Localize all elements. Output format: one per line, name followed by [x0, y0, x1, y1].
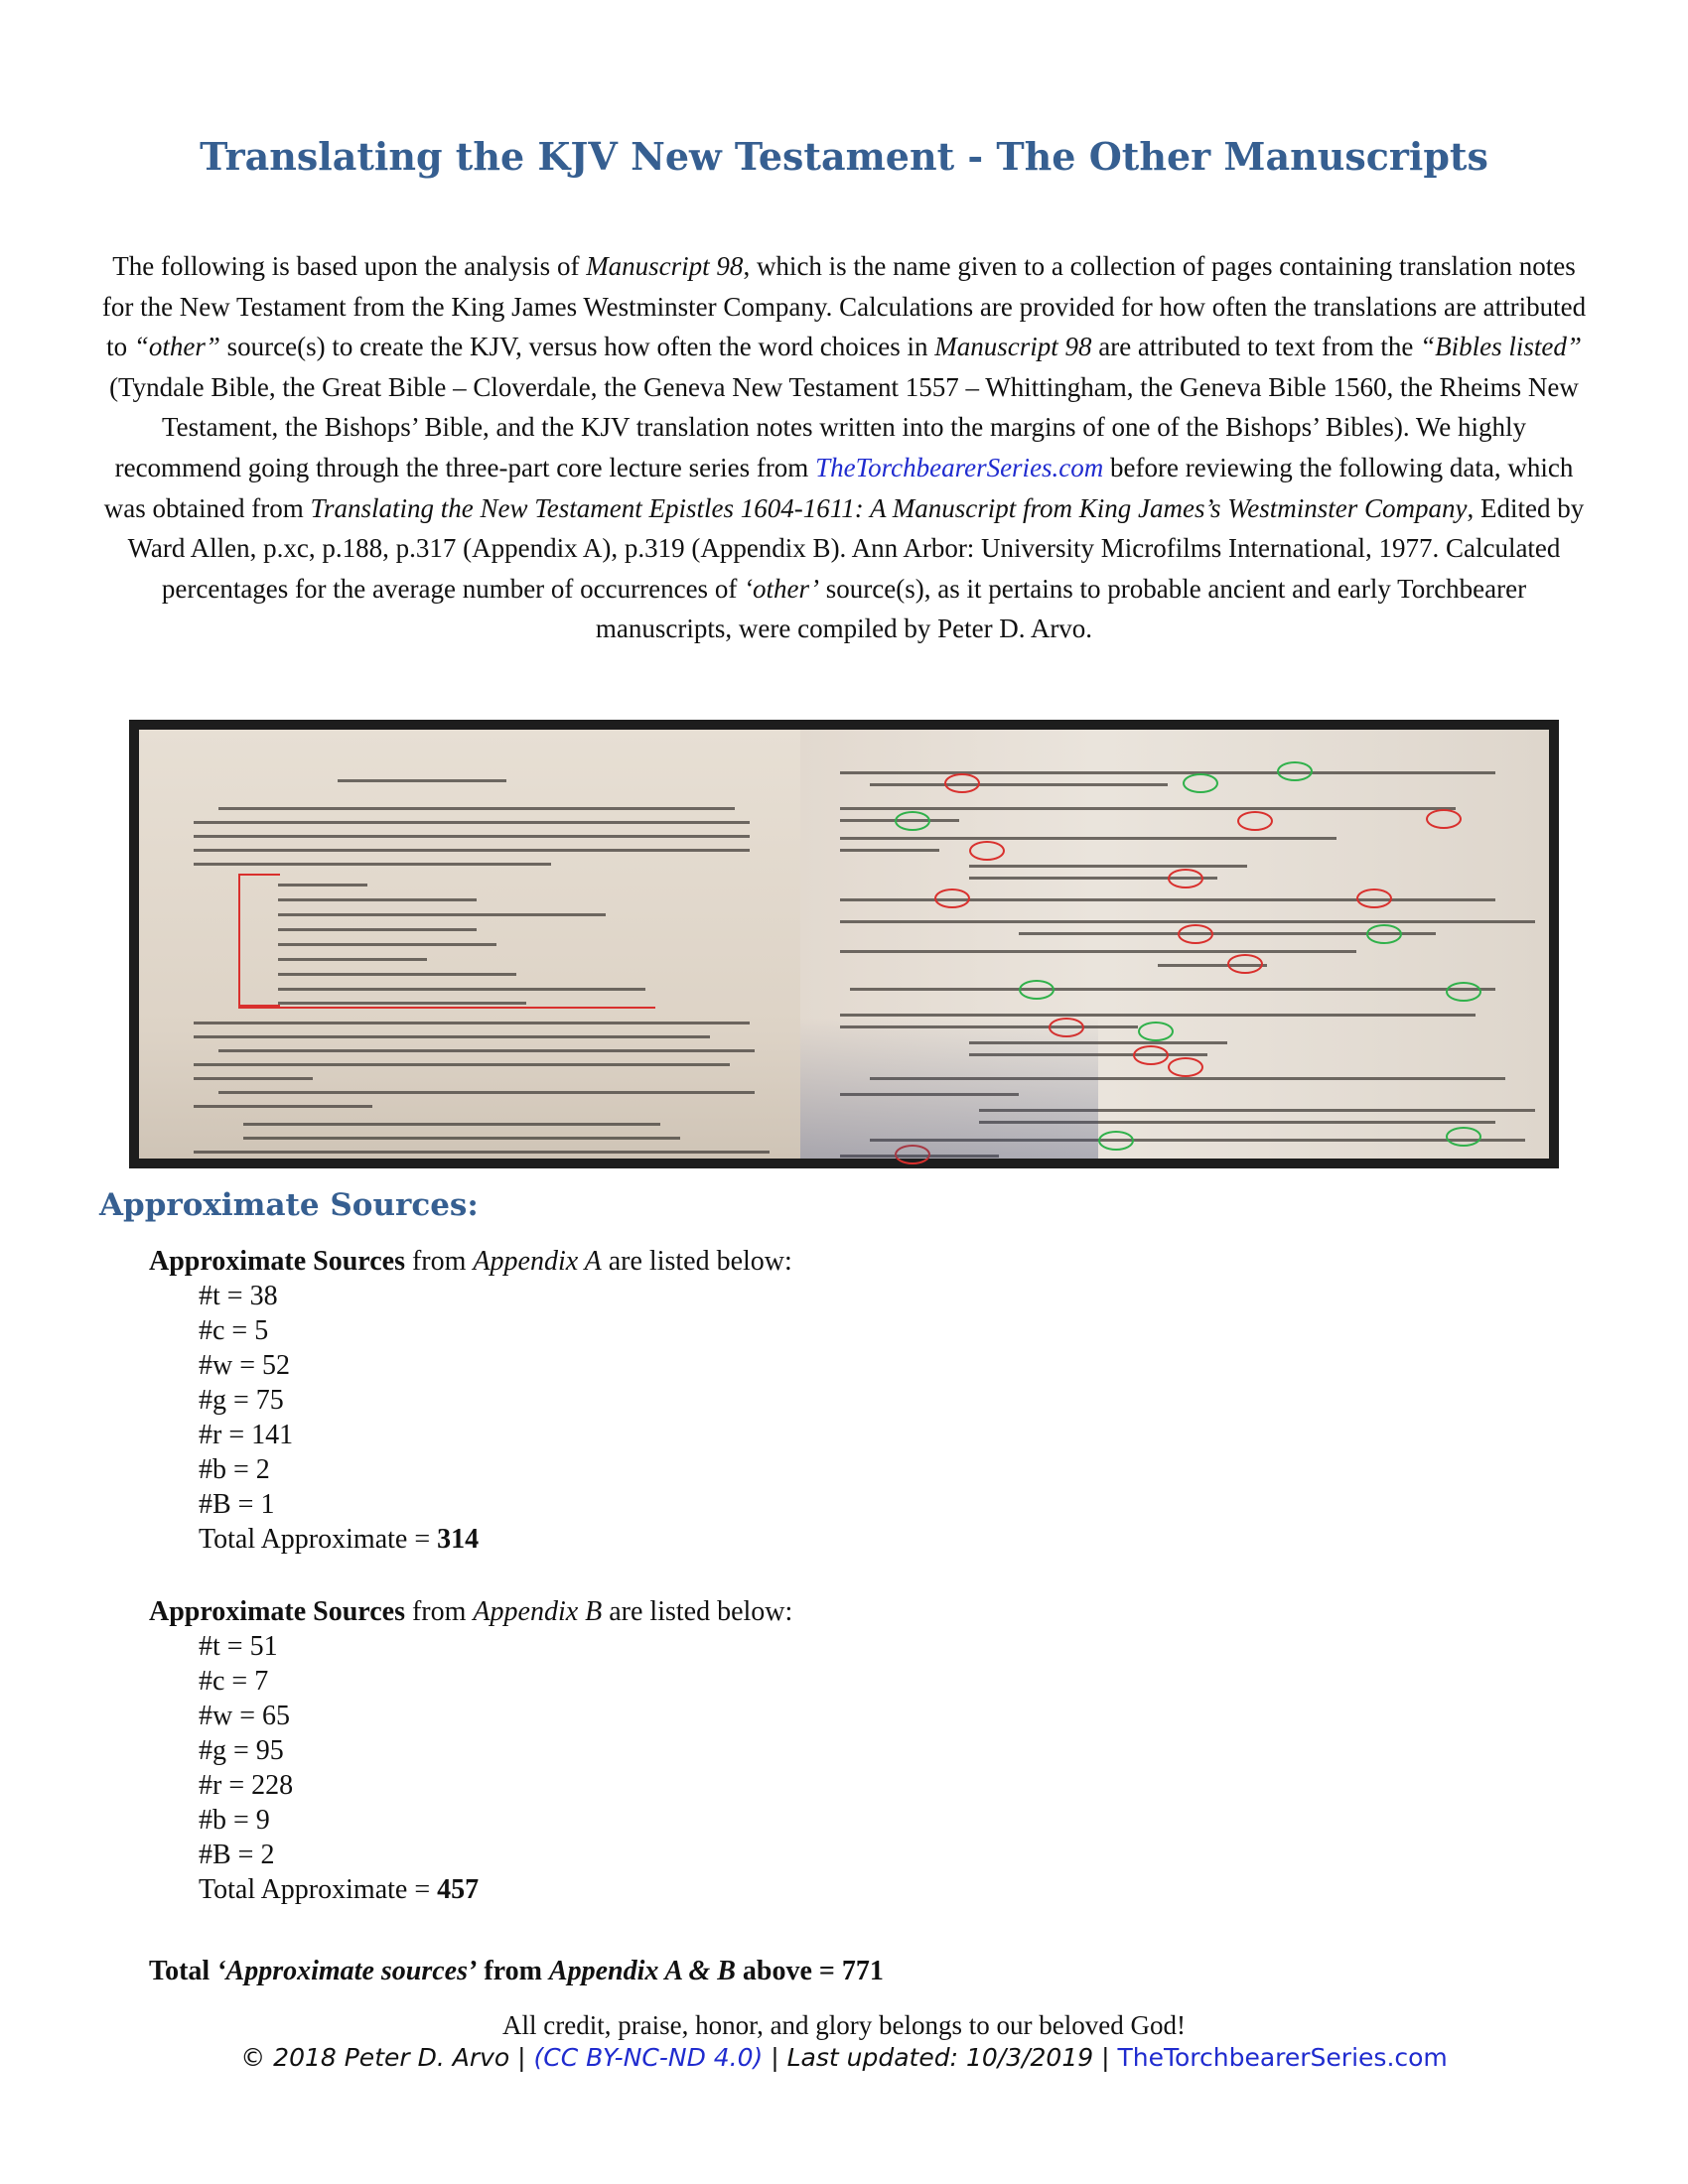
manuscript-name: Manuscript 98: [586, 251, 744, 281]
intro-text: source(s) to create the KJV, versus how often the word choices in: [219, 332, 935, 362]
intro-text: before reviewing the following data, which was obtained from: [103, 452, 1574, 523]
appendix-b-list: [149, 1594, 792, 1907]
intro-text: (Tyndale Bible, the Great Bible – Cloverdale, the Geneva New Testament 1557 – Whittingham, the Geneva Bible 1560, the Rheims New Testament, the Bishops’ Bible, and the KJV translation notes written into the margins of one of the Bishops’ Bibles). We highly recommend going through the three-part core lecture series from: [109, 371, 1579, 482]
manuscript-name: Manuscript 98: [934, 332, 1092, 362]
appendix-a-lead: Approximate Sources from Appendix A are listed below:: [149, 1246, 792, 1277]
source-count-r: #r = 141: [199, 1420, 294, 1450]
source-count-B: #B = 2: [199, 1840, 275, 1870]
manuscript-page-left: [139, 730, 800, 1159]
other-term: “other”: [133, 332, 220, 362]
manuscript-photo: [129, 720, 1559, 1168]
source-count-g: #g = 95: [199, 1735, 284, 1766]
source-count-t: #t = 38: [199, 1281, 278, 1311]
footer: [0, 2043, 1688, 2072]
appendix-a-list: [149, 1244, 792, 1557]
source-count-t: #t = 51: [199, 1631, 278, 1662]
source-count-c: #c = 5: [199, 1315, 269, 1346]
section-heading: Approximate Sources:: [99, 1187, 479, 1223]
intro-paragraph: [99, 246, 1589, 649]
license-link[interactable]: (CC BY-NC-ND 4.0): [533, 2043, 764, 2072]
torchbearer-link[interactable]: TheTorchbearerSeries.com: [815, 452, 1104, 482]
last-updated: | Last updated: 10/3/2019 |: [763, 2043, 1118, 2072]
copyright: © 2018 Peter D. Arvo |: [240, 2043, 534, 2072]
appendix-a-total: Total Approximate = 314: [199, 1524, 480, 1555]
site-link[interactable]: TheTorchbearerSeries.com: [1117, 2043, 1448, 2072]
source-count-w: #w = 52: [199, 1350, 291, 1381]
source-count-c: #c = 7: [199, 1666, 269, 1697]
appendix-b-total: Total Approximate = 457: [199, 1874, 480, 1905]
credit-line: All credit, praise, honor, and glory belongs to our beloved God!: [501, 2010, 1186, 2040]
intro-text: are attributed to text from the: [1091, 332, 1421, 362]
source-count-r: #r = 228: [199, 1770, 294, 1801]
source-count-b: #b = 2: [199, 1454, 270, 1485]
source-count-w: #w = 65: [199, 1701, 291, 1731]
source-count-b: #b = 9: [199, 1805, 270, 1836]
grand-total: Total ‘Approximate sources’ from Appendix A & B above = 771: [149, 1956, 884, 1986]
source-count-B: #B = 1: [199, 1489, 275, 1520]
page-title: Translating the KJV New Testament - The Other Manuscripts: [200, 134, 1488, 179]
book-title: Translating the New Testament Epistles 1604-1611: A Manuscript from King James’s Westminster Company: [310, 492, 1468, 523]
other-term: ‘other’: [744, 573, 820, 604]
source-count-g: #g = 75: [199, 1385, 284, 1416]
intro-text: , Edited by Ward Allen, p.xc, p.188, p.317 (Appendix A), p.319 (Appendix B). Ann Arbor: University Microfilms International, 1977. Calculated percentages for the average number of occurrences of: [127, 492, 1585, 604]
bibles-listed-term: “Bibles listed”: [1420, 332, 1582, 362]
intro-text: source(s), as it pertains to probable ancient and early Torchbearer manuscripts, were compiled by Peter D. Arvo.: [595, 573, 1527, 644]
appendix-b-lead: Approximate Sources from Appendix B are listed below:: [149, 1596, 793, 1627]
intro-text: , which is the name given to a collection of pages containing translation notes for the New Testament from the King James Westminster Company. Calculations are provided for how often the translations are attributed to: [101, 251, 1587, 362]
intro-text: The following is based upon the analysis of: [112, 251, 587, 281]
